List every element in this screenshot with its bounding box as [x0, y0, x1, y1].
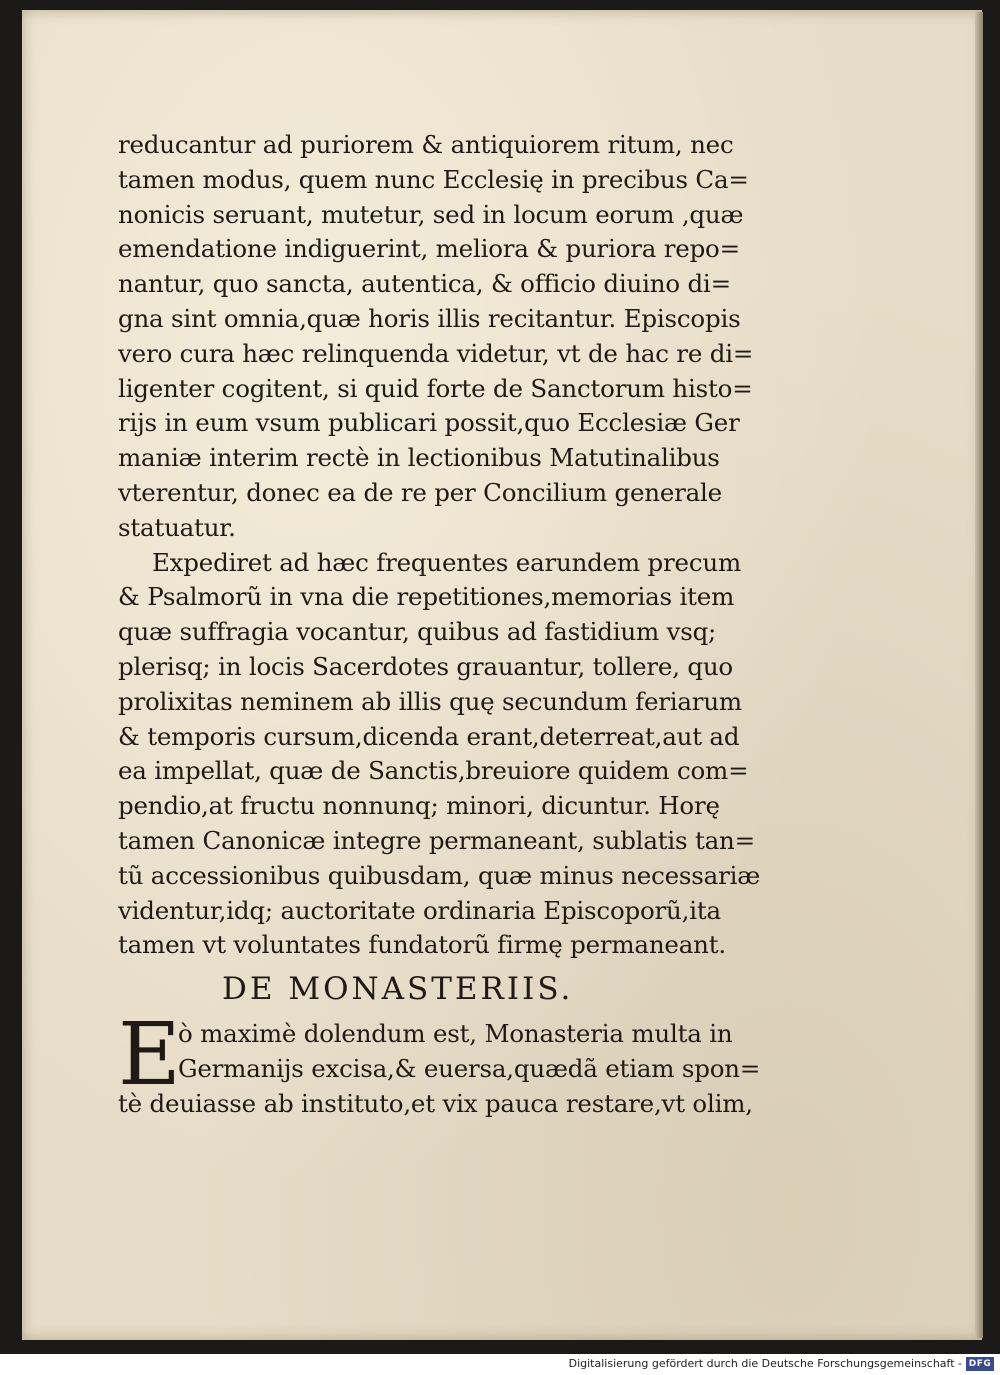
text-line: rijs in eum vsum publicari possit,quo Ecclesiæ Ger — [118, 408, 740, 438]
paragraph-2 — [118, 546, 778, 964]
text-line: prolixitas neminem ab illis quę secundum feriarum — [118, 686, 742, 716]
page-edge — [975, 12, 983, 1338]
section-heading: DE MONASTERIIS. — [222, 971, 574, 1008]
text-line: nonicis seruant, mutetur, sed in locum eorum ,quæ — [118, 199, 744, 229]
drop-cap: E — [118, 1005, 181, 1106]
text-line: pendio,at fructu nonnunq; minori, dicuntur. Horę — [118, 791, 720, 821]
text-line: gna sint omnia,quæ horis illis recitantur. Episcopis — [118, 303, 741, 333]
text-line: plerisq; in locis Sacerdotes grauantur, tollere, quo — [118, 651, 733, 681]
text-line: ò maximè dolendum est, Monasteria multa in — [178, 1019, 733, 1049]
text-line: tamen Canonicæ integre permaneant, sublatis tan= — [118, 825, 755, 855]
paragraph-3 — [118, 1005, 778, 1121]
text-line: vterentur, donec ea de re per Concilium generale — [118, 477, 722, 507]
text-line: emendatione indiguerint, meliora & puriora repo= — [118, 234, 740, 264]
text-line: statuatur. — [118, 512, 236, 542]
text-block — [118, 128, 778, 1122]
dfg-logo: DFG — [966, 1357, 994, 1371]
text-line: Expediret ad hæc frequentes earundem precum — [152, 547, 741, 577]
paragraph-1 — [118, 128, 778, 546]
text-line: ligenter cogitent, si quid forte de Sanctorum histo= — [118, 373, 753, 403]
text-line: & Psalmorũ in vna die repetitiones,memorias item — [118, 582, 735, 612]
text-line: videntur,idq; auctoritate ordinaria Episcoporũ,ita — [118, 895, 721, 925]
footer-credit: Digitalisierung gefördert durch die Deutsche Forschungsgemeinschaft - — [568, 1357, 962, 1370]
text-line: vero cura hæc relinquenda videtur, vt de hac re di= — [118, 338, 754, 368]
text-line: & temporis cursum,dicenda erant,deterreat,aut ad — [118, 721, 740, 751]
text-line: tè deuiasse ab instituto,et vix pauca restare,vt olim, — [118, 1088, 753, 1118]
footer-bar — [0, 1354, 1000, 1375]
text-line: ea impellat, quæ de Sanctis,breuiore quidem com= — [118, 756, 749, 786]
text-line: nantur, quo sancta, autentica, & officio diuino di= — [118, 269, 731, 299]
text-line: reducantur ad puriorem & antiquiorem ritum, nec — [118, 130, 734, 159]
text-line: quæ suffragia vocantur, quibus ad fastidium vsq; — [118, 617, 717, 647]
text-line: Germanijs excisa,& euersa,quædã etiam spon= — [178, 1053, 761, 1083]
text-line: tamen vt voluntates fundatorũ firmę permaneant. — [118, 930, 726, 960]
text-line: maniæ interim rectè in lectionibus Matutinalibus — [118, 443, 720, 473]
text-line: tamen modus, quem nunc Ecclesię in precibus Ca= — [118, 164, 749, 194]
text-line: tũ accessionibus quibusdam, quæ minus necessariæ — [118, 860, 761, 890]
